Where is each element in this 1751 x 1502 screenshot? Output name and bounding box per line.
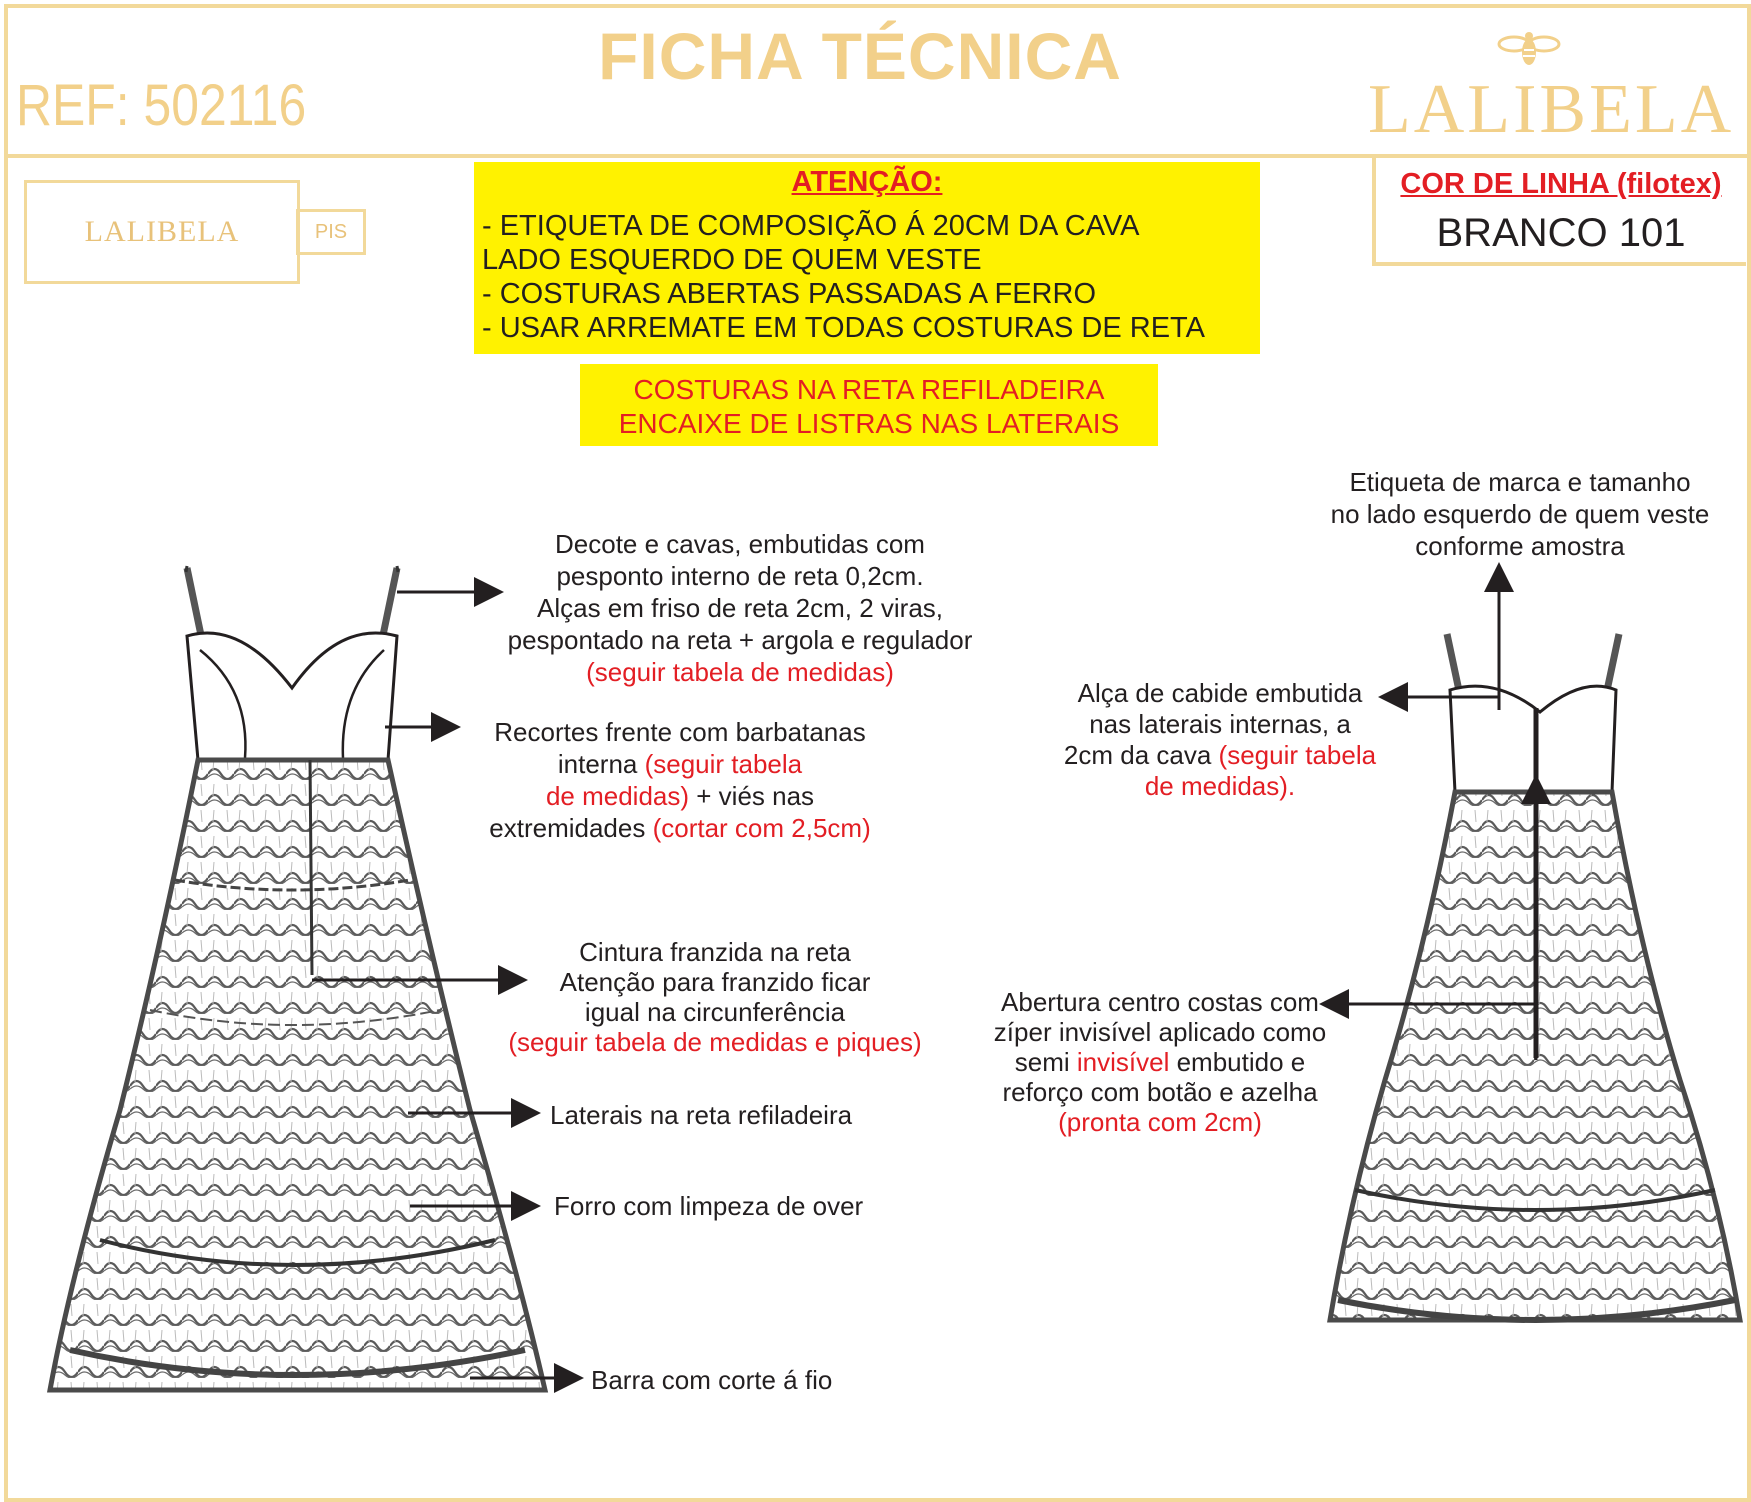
- note-neckline: Decote e cavas, embutidas com pesponto interno de reta 0,2cm. Alças em friso de reta 2cm, 2 viras, pespontado na reta + argola e regulador (seguir tabela de medidas): [507, 529, 973, 687]
- thread-color-heading: COR DE LINHA (filotex): [1400, 168, 1722, 200]
- seams-warning-line: ENCAIXE DE LISTRAS NAS LATERAIS: [618, 408, 1120, 439]
- note-waist: Cintura franzida na reta Atenção para franzido ficar igual na circunferência (seguir tabela de medidas e piques): [508, 937, 922, 1057]
- note-side-seams: Laterais na reta refiladeira: [550, 1100, 853, 1130]
- note-front-panels: Recortes frente com barbatanas interna (seguir tabela de medidas) + viés nas extremidades (cortar com 2,5cm): [489, 717, 871, 843]
- front-dress-drawing: [50, 566, 545, 1390]
- note-hem: Barra com corte á fio: [591, 1365, 833, 1395]
- note-hanger-loop: Alça de cabide embutida nas laterais internas, a 2cm da cava (seguir tabela de medidas).: [1063, 678, 1377, 801]
- note-lining: Forro com limpeza de over: [554, 1191, 864, 1221]
- note-back-opening: Abertura centro costas com zíper invisível aplicado como semi invisível embutido e reforço com botão e azelha (pronta com 2cm): [993, 987, 1327, 1137]
- brand-logo: LALIBELA: [1368, 71, 1735, 148]
- seams-warning-line: COSTURAS NA RETA REFILADEIRA: [633, 374, 1105, 405]
- brand-label-text: LALIBELA: [84, 215, 240, 248]
- thread-color-value: BRANCO 101: [1436, 211, 1686, 255]
- attention-line: - USAR ARREMATE EM TODAS COSTURAS DE RETA: [482, 312, 1205, 344]
- attention-line: - ETIQUETA DE COMPOSIÇÃO Á 20CM DA CAVA: [482, 210, 1140, 242]
- page-title: FICHA TÉCNICA: [598, 19, 1122, 93]
- attention-heading: ATENÇÃO:: [791, 166, 943, 198]
- reference-code: REF: 502116: [16, 73, 307, 138]
- attention-line: LADO ESQUERDO DE QUEM VESTE: [482, 244, 982, 276]
- pis-label: PIS: [296, 209, 366, 255]
- attention-line: - COSTURAS ABERTAS PASSADAS A FERRO: [482, 278, 1096, 310]
- note-brand-label: Etiqueta de marca e tamanho no lado esquerdo de quem veste conforme amostra: [1330, 467, 1710, 561]
